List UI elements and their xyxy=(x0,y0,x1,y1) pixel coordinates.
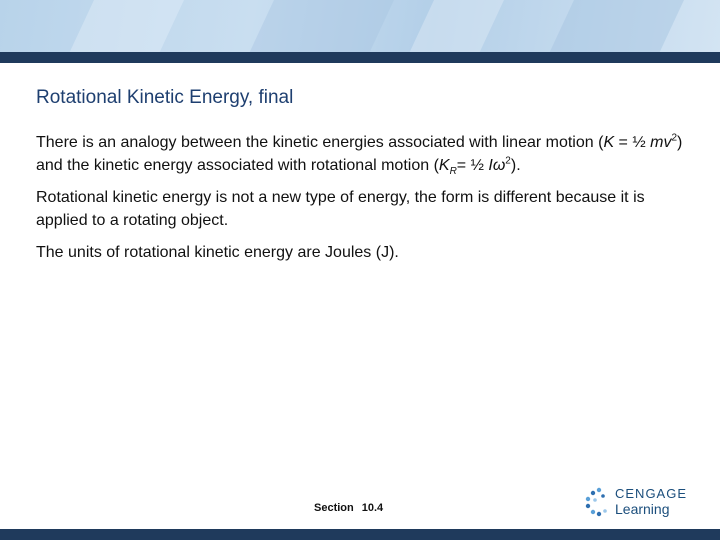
symbol-omega: ω xyxy=(492,157,506,174)
slide-body xyxy=(36,131,696,273)
banner-decoration xyxy=(541,0,688,52)
logo-wordmark: CENGAGE xyxy=(615,486,688,501)
subscript-r: R xyxy=(449,166,457,178)
logo-tagline: Learning xyxy=(615,501,670,517)
symbol-mv: mv xyxy=(650,134,672,151)
paragraph-not-new-type: Rotational kinetic energy is not a new type of energy, the form is different because it is applied to a rotating object. xyxy=(36,189,645,229)
banner-decoration xyxy=(241,0,398,52)
banner-decoration xyxy=(401,0,508,52)
symbol-i: I xyxy=(488,157,493,174)
header-band xyxy=(0,52,720,63)
paragraph-units: The units of rotational kinetic energy are Joules (J). xyxy=(36,244,399,261)
exponent: 2 xyxy=(505,155,511,167)
cengage-mark-icon xyxy=(585,487,611,517)
symbol-k: K xyxy=(603,134,615,151)
text-run: ). xyxy=(510,157,521,174)
text-run: ) and the kinetic energy associated with rotational motion ( xyxy=(36,134,683,174)
text-run: = ½ xyxy=(456,157,489,174)
slide-title: Rotational Kinetic Energy, final xyxy=(36,87,294,108)
symbol-k-r: K xyxy=(438,157,450,174)
footer-band xyxy=(0,529,720,540)
text-run: There is an analogy between the kinetic energies associated with linear motion ( xyxy=(36,134,604,151)
header-banner xyxy=(0,0,720,52)
banner-decoration xyxy=(61,0,188,52)
cengage-logo xyxy=(585,485,695,519)
section-reference xyxy=(314,502,383,514)
section-number: 10.4 xyxy=(361,502,384,514)
exponent: 2 xyxy=(671,132,678,144)
text-run: = ½ xyxy=(614,134,651,151)
section-label: Section xyxy=(314,502,354,514)
paragraph-analogy xyxy=(36,131,696,177)
